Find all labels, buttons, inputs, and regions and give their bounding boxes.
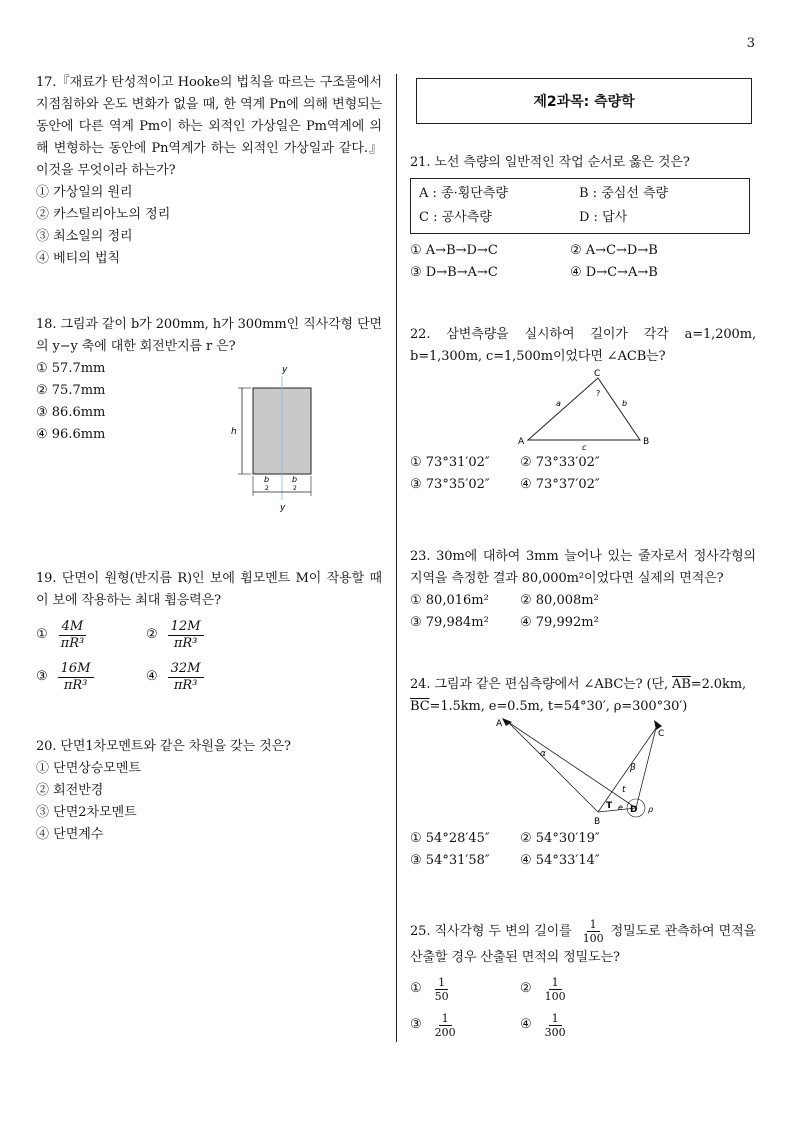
question-25-option-3[interactable]: ③ $\frac{1}{200}$: [410, 1011, 456, 1039]
question-22-option-1[interactable]: ① 73°31′02″: [410, 455, 490, 470]
question-24-option-2[interactable]: ② 54°30′19″: [520, 831, 600, 846]
question-19-option-2[interactable]: ② $\frac{12M}{\text{πR³}}$: [146, 614, 204, 656]
line-a-d: [508, 722, 636, 808]
question-18-option-4[interactable]: ④ 96.6mm: [36, 427, 106, 442]
alpha-label: α: [540, 749, 546, 759]
question-19: [36, 568, 382, 698]
question-21: [410, 152, 756, 284]
page-number: 3: [746, 36, 755, 51]
section-title: 제2과목: 측량학: [416, 78, 752, 124]
question-20: [36, 736, 382, 846]
point-a-label: A: [496, 719, 503, 729]
step-d: D : 답사: [579, 210, 628, 225]
rectangle-section-figure: [226, 364, 326, 514]
eccentric-survey-figure: [496, 718, 676, 828]
question-17-option-1[interactable]: ① 가상일의 원리: [36, 185, 133, 200]
question-25-option-1[interactable]: ① $\frac{1}{50}$: [410, 975, 449, 1003]
question-23-option-1[interactable]: ① 80,016m²: [410, 593, 489, 608]
question-17-option-2[interactable]: ② 카스틸리아노의 정리: [36, 207, 171, 222]
figure-b-left-label: b: [264, 475, 270, 484]
question-19-text: 19. 단면이 원형(반지름 R)인 보에 휨모멘트 M이 작용할 때 이 보에 작용하는 최대 휨응력은?: [36, 571, 382, 608]
question-23: [410, 546, 756, 634]
question-22-option-4[interactable]: ④ 73°37′02″: [520, 477, 600, 492]
question-24-option-4[interactable]: ④ 54°33′14″: [520, 853, 600, 868]
question-21-text: 21. 노선 측량의 일반적인 작업 순서로 옳은 것은?: [410, 155, 690, 170]
e-label: e: [618, 803, 623, 812]
question-25: [410, 918, 756, 1043]
question-25-text: 25. 직사각형 두 변의 길이를 $\frac{1}{100}$ 정밀도로 관측하여 면적을 산출할 경우 산출된 면적의 정밀도는?: [410, 918, 756, 965]
question-25-option-4[interactable]: ④ $\frac{1}{300}$: [520, 1011, 566, 1039]
question-22-option-2[interactable]: ② 73°33′02″: [520, 455, 600, 470]
question-18: [36, 314, 382, 513]
point-t-label: T: [606, 801, 613, 811]
question-22-option-3[interactable]: ③ 73°35′02″: [410, 477, 490, 492]
point-c-label: C: [658, 729, 665, 739]
t-label: t: [622, 785, 626, 795]
beta-label: β: [630, 763, 636, 773]
question-21-steps-box: [410, 178, 750, 234]
figure-y-top-label: y: [282, 365, 288, 375]
question-18-option-1[interactable]: ① 57.7mm: [36, 361, 106, 376]
question-19-option-1[interactable]: ① $\frac{4M}{\text{πR³}}$: [36, 614, 146, 656]
question-19-option-4[interactable]: ④ $\frac{32M}{\text{πR³}}$: [146, 656, 204, 698]
question-25-option-2[interactable]: ② $\frac{1}{100}$: [520, 975, 566, 1003]
question-24: [410, 674, 756, 872]
figure-two-right-label: 2: [293, 485, 297, 492]
question-18-option-3[interactable]: ③ 86.6mm: [36, 405, 106, 420]
vertex-b-label: B: [643, 437, 650, 447]
question-21-option-3[interactable]: ③ D→B→A→C: [410, 265, 498, 280]
figure-h-label: h: [231, 427, 237, 437]
question-23-option-2[interactable]: ② 80,008m²: [520, 593, 599, 608]
line-c-b: [598, 728, 656, 812]
side-c-label: c: [582, 443, 587, 452]
question-20-option-1[interactable]: ① 단면상승모멘트: [36, 761, 142, 776]
side-a-label: a: [556, 399, 561, 408]
question-23-option-4[interactable]: ④ 79,992m²: [520, 615, 599, 630]
question-21-option-1[interactable]: ① A→B→D→C: [410, 243, 498, 258]
triangle-abc: [528, 378, 640, 440]
question-20-option-2[interactable]: ② 회전반경: [36, 783, 104, 798]
question-20-option-4[interactable]: ④ 단면계수: [36, 827, 104, 842]
side-b-label: b: [622, 399, 628, 408]
figure-b-right-label: b: [292, 475, 298, 484]
rho-label: ρ: [648, 805, 654, 814]
triangle-figure: [510, 368, 660, 452]
step-c: C : 공사측량: [419, 210, 492, 225]
question-23-option-3[interactable]: ③ 79,984m²: [410, 615, 489, 630]
question-24-option-3[interactable]: ③ 54°31′58″: [410, 853, 490, 868]
question-21-option-4[interactable]: ④ D→C→A→B: [570, 265, 658, 280]
figure-two-left-label: 2: [265, 485, 269, 492]
question-22: [410, 324, 756, 496]
question-17-text: 17.『재료가 탄성적이고 Hooke의 법칙을 따르는 구조물에서 지점침하와 온도 변화가 없을 때, 한 역계 Pn에 의해 변형되는 동안에 다른 역계 Pm이 하는 외적인 가상일은 Pm역계에 의해 변형하는 동안에 Pn역계가 하는 외적인 가상일과 같다.』이것을 무엇이라 하는가?: [36, 75, 382, 178]
step-a: A : 종·횡단측량: [419, 186, 508, 201]
question-22-text: 22. 삼변측량을 실시하여 길이가 각각 a=1,200m, b=1,300m, c=1,500m이었다면 ∠ACB는?: [410, 327, 756, 364]
question-17-option-3[interactable]: ③ 최소일의 정리: [36, 229, 133, 244]
step-b: B : 중심선 측량: [579, 186, 669, 201]
question-17: [36, 72, 382, 270]
column-divider: [396, 74, 397, 1042]
line-c-d: [636, 728, 656, 808]
question-18-text: 18. 그림과 같이 b가 200mm, h가 300mm인 직사각형 단면의 y−y 축에 대한 회전반지름 r 은?: [36, 317, 382, 354]
point-b-label: B: [594, 817, 601, 827]
question-19-option-3[interactable]: ③ $\frac{16M}{\text{πR³}}$: [36, 656, 146, 698]
question-24-text: 24. 그림과 같은 편심측량에서 ∠ABC는? (단, $\overline{AB}=2.0km$, $\overline{BC}=1.5km$, e=0.5m, t=54°30′, ρ=300°30′): [410, 677, 746, 714]
question-18-option-2[interactable]: ② 75.7mm: [36, 383, 106, 398]
question-17-option-4[interactable]: ④ 베티의 법칙: [36, 251, 121, 266]
unknown-angle-label: ?: [596, 389, 601, 398]
vertex-a-label: A: [518, 437, 525, 447]
question-21-option-2[interactable]: ② A→C→D→B: [570, 243, 658, 258]
question-24-option-1[interactable]: ① 54°28′45″: [410, 831, 490, 846]
figure-y-bottom-label: y: [280, 503, 286, 513]
question-20-option-3[interactable]: ③ 단면2차모멘트: [36, 805, 137, 820]
question-20-text: 20. 단면1차모멘트와 같은 차원을 갖는 것은?: [36, 739, 291, 754]
question-23-text: 23. 30m에 대하여 3mm 늘어나 있는 줄자로서 정사각형의 지역을 측정한 결과 80,000m²이었다면 실제의 면적은?: [410, 549, 756, 586]
vertex-c-label: C: [594, 369, 601, 379]
point-d-label: D: [630, 805, 638, 815]
line-a-b: [508, 722, 598, 812]
